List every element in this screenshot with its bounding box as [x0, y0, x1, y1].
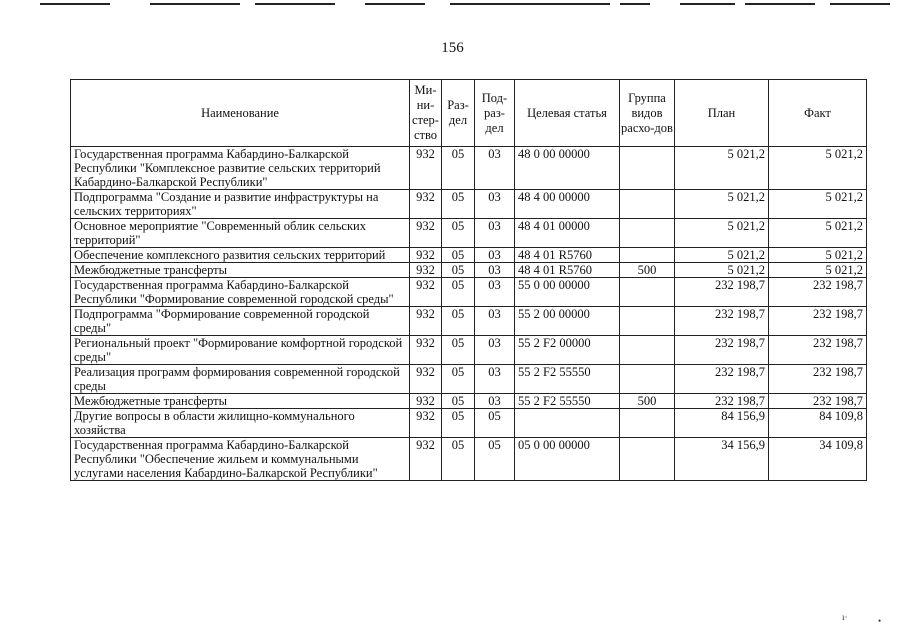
cell-target: 48 4 01 00000 — [515, 219, 620, 248]
cell-fact: 34 109,8 — [769, 438, 867, 481]
header-plan: План — [675, 80, 769, 147]
cell-ministry: 932 — [410, 248, 442, 263]
cell-fact: 232 198,7 — [769, 278, 867, 307]
cell-plan: 232 198,7 — [675, 336, 769, 365]
cell-subsection: 03 — [475, 190, 515, 219]
cell-ministry: 932 — [410, 147, 442, 190]
cell-name: Подпрограмма "Формирование современной городской среды" — [71, 307, 410, 336]
cell-subsection: 03 — [475, 263, 515, 278]
budget-table — [70, 79, 867, 481]
cell-section: 05 — [442, 248, 475, 263]
cell-fact: 5 021,2 — [769, 190, 867, 219]
cell-target: 55 2 F2 00000 — [515, 336, 620, 365]
cell-target: 55 2 00 00000 — [515, 307, 620, 336]
table-row — [71, 365, 867, 394]
cell-fact: 5 021,2 — [769, 248, 867, 263]
cell-group — [620, 219, 675, 248]
cell-plan: 84 156,9 — [675, 409, 769, 438]
cell-name: Другие вопросы в области жилищно-коммунального хозяйства — [71, 409, 410, 438]
cell-plan: 232 198,7 — [675, 278, 769, 307]
cell-section: 05 — [442, 190, 475, 219]
scan-speck: • — [878, 616, 882, 626]
cell-group — [620, 307, 675, 336]
scan-artifact — [255, 3, 335, 5]
cell-group — [620, 336, 675, 365]
cell-subsection: 03 — [475, 336, 515, 365]
cell-name: Региональный проект "Формирование комфортной городской среды" — [71, 336, 410, 365]
cell-subsection: 03 — [475, 248, 515, 263]
cell-plan: 232 198,7 — [675, 394, 769, 409]
cell-group — [620, 409, 675, 438]
cell-fact: 232 198,7 — [769, 307, 867, 336]
cell-section: 05 — [442, 278, 475, 307]
header-name: Наименование — [71, 80, 410, 147]
cell-target: 48 0 00 00000 — [515, 147, 620, 190]
cell-name: Государственная программа Кабардино-Балкарской Республики "Комплексное развитие сельских территорий Кабардино-Балкарской Республики" — [71, 147, 410, 190]
cell-group: 500 — [620, 394, 675, 409]
cell-target: 55 0 00 00000 — [515, 278, 620, 307]
table-row — [71, 278, 867, 307]
cell-target: 55 2 F2 55550 — [515, 394, 620, 409]
cell-group — [620, 248, 675, 263]
scan-artifact — [365, 3, 425, 5]
cell-name: Государственная программа Кабардино-Балкарской Республики "Обеспечение жильем и коммунальными услугами населения Кабардино-Балкарской Республики" — [71, 438, 410, 481]
table-row — [71, 219, 867, 248]
cell-target: 48 4 00 00000 — [515, 190, 620, 219]
cell-target: 48 4 01 R5760 — [515, 248, 620, 263]
scan-artifact — [620, 3, 650, 5]
cell-section: 05 — [442, 365, 475, 394]
cell-fact: 232 198,7 — [769, 336, 867, 365]
cell-ministry: 932 — [410, 409, 442, 438]
cell-ministry: 932 — [410, 394, 442, 409]
cell-plan: 232 198,7 — [675, 365, 769, 394]
cell-plan: 5 021,2 — [675, 263, 769, 278]
cell-ministry: 932 — [410, 219, 442, 248]
table-row — [71, 147, 867, 190]
cell-subsection: 03 — [475, 307, 515, 336]
header-fact: Факт — [769, 80, 867, 147]
table-header-row — [71, 80, 867, 147]
cell-plan: 5 021,2 — [675, 219, 769, 248]
table-row — [71, 336, 867, 365]
cell-ministry: 932 — [410, 190, 442, 219]
cell-fact: 232 198,7 — [769, 365, 867, 394]
cell-name: Межбюджетные трансферты — [71, 263, 410, 278]
cell-ministry: 932 — [410, 336, 442, 365]
header-target: Целевая статья — [515, 80, 620, 147]
cell-subsection: 03 — [475, 147, 515, 190]
cell-group — [620, 190, 675, 219]
cell-plan: 34 156,9 — [675, 438, 769, 481]
cell-target: 05 0 00 00000 — [515, 438, 620, 481]
cell-fact: 5 021,2 — [769, 147, 867, 190]
cell-target — [515, 409, 620, 438]
cell-name: Обеспечение комплексного развития сельских территорий — [71, 248, 410, 263]
cell-section: 05 — [442, 336, 475, 365]
header-section: Раз-дел — [442, 80, 475, 147]
scan-artifact — [745, 3, 815, 5]
cell-plan: 5 021,2 — [675, 147, 769, 190]
cell-plan: 5 021,2 — [675, 248, 769, 263]
cell-section: 05 — [442, 394, 475, 409]
table-row — [71, 307, 867, 336]
cell-group — [620, 278, 675, 307]
cell-fact: 5 021,2 — [769, 219, 867, 248]
header-ministry: Ми-ни-стер-ство — [410, 80, 442, 147]
cell-plan: 5 021,2 — [675, 190, 769, 219]
cell-subsection: 03 — [475, 219, 515, 248]
cell-target: 55 2 F2 55550 — [515, 365, 620, 394]
cell-group — [620, 147, 675, 190]
table-row — [71, 438, 867, 481]
table-row — [71, 394, 867, 409]
cell-name: Подпрограмма "Создание и развитие инфраструктуры на сельских территориях" — [71, 190, 410, 219]
cell-section: 05 — [442, 147, 475, 190]
cell-ministry: 932 — [410, 438, 442, 481]
cell-group — [620, 365, 675, 394]
cell-subsection: 05 — [475, 438, 515, 481]
cell-group — [620, 438, 675, 481]
cell-subsection: 03 — [475, 394, 515, 409]
cell-section: 05 — [442, 409, 475, 438]
cell-target: 48 4 01 R5760 — [515, 263, 620, 278]
cell-ministry: 932 — [410, 307, 442, 336]
scan-artifact — [450, 3, 610, 5]
table-row — [71, 263, 867, 278]
table-row — [71, 409, 867, 438]
cell-group: 500 — [620, 263, 675, 278]
cell-section: 05 — [442, 263, 475, 278]
cell-ministry: 932 — [410, 278, 442, 307]
cell-subsection: 03 — [475, 365, 515, 394]
scan-speck: ı· — [842, 612, 848, 622]
cell-subsection: 05 — [475, 409, 515, 438]
table-row — [71, 248, 867, 263]
cell-ministry: 932 — [410, 263, 442, 278]
cell-section: 05 — [442, 307, 475, 336]
page-number: 156 — [441, 40, 464, 56]
cell-subsection: 03 — [475, 278, 515, 307]
cell-name: Реализация программ формирования современной городской среды — [71, 365, 410, 394]
scan-artifact — [150, 3, 240, 5]
cell-ministry: 932 — [410, 365, 442, 394]
cell-name: Основное мероприятие "Современный облик сельских территорий" — [71, 219, 410, 248]
scan-artifact — [830, 3, 890, 5]
header-subsection: Под-раз-дел — [475, 80, 515, 147]
cell-plan: 232 198,7 — [675, 307, 769, 336]
cell-section: 05 — [442, 219, 475, 248]
scan-artifact — [680, 3, 735, 5]
cell-fact: 5 021,2 — [769, 263, 867, 278]
scan-artifact — [40, 3, 110, 5]
cell-section: 05 — [442, 438, 475, 481]
cell-fact: 232 198,7 — [769, 394, 867, 409]
cell-fact: 84 109,8 — [769, 409, 867, 438]
table-row — [71, 190, 867, 219]
cell-name: Межбюджетные трансферты — [71, 394, 410, 409]
cell-name: Государственная программа Кабардино-Балкарской Республики "Формирование современной городской среды" — [71, 278, 410, 307]
header-expense-group: Группа видов расхо-дов — [620, 80, 675, 147]
